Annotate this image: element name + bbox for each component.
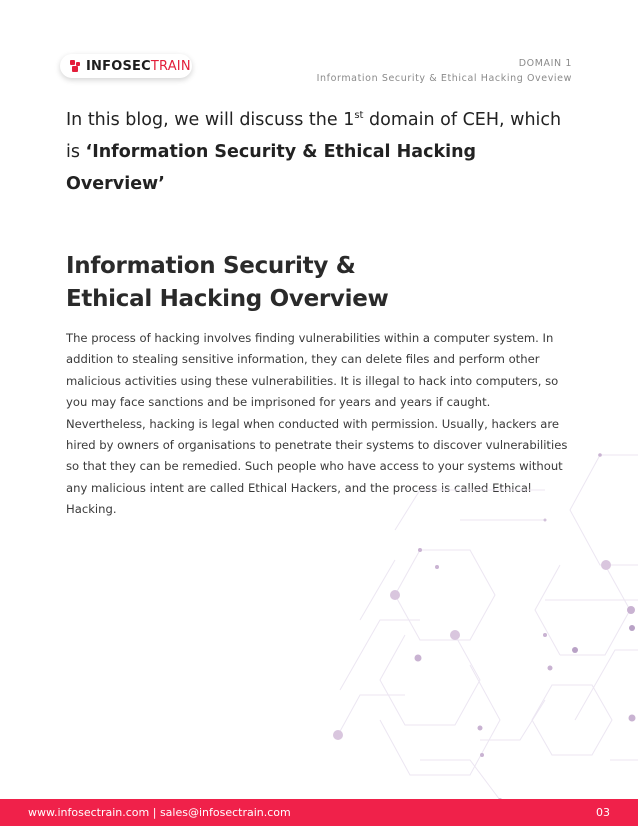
header-subtitle: Information Security & Ethical Hacking Oveview [316,73,572,84]
logo-brand-part2: TRAIN [150,58,191,74]
domain-label: DOMAIN 1 [518,58,572,69]
intro-text-middle: domain of CEH, which is [66,110,562,162]
section-body: The process of hacking involves finding vulnerabilities within a computer system. In addition to stealing sensitive information, they can delete files and perform other malicious activities using these vulnerabilities. It is illegal to hack into computers, so you may face sanctions and be imprisoned for years and years if caught. Nevertheless, hacking is legal when conducted with permission. Usually, hackers are hired by owners of organisations to penetrate their systems to discover vulnerabilities so that they can be remedied. Such people who have access to your systems without any malicious intent are called Ethical Hackers, and the process is called Ethical Hacking. [66,331,568,517]
page-number: 03 [596,806,610,819]
section-title-line2: Ethical Hacking Overview [66,286,389,312]
section-title-line1: Information Security & [66,253,356,279]
intro-superscript: st [354,110,364,122]
intro-highlight: ‘Information Security & Ethical Hacking Overview’ [66,142,477,194]
footer-contact: www.infosectrain.com | sales@infosectrain.com [28,806,291,819]
page-footer [0,799,638,826]
logo-brand-part1: INFOSEC [86,58,151,74]
intro-text-start: In this blog, we will discuss the 1 [66,110,355,130]
